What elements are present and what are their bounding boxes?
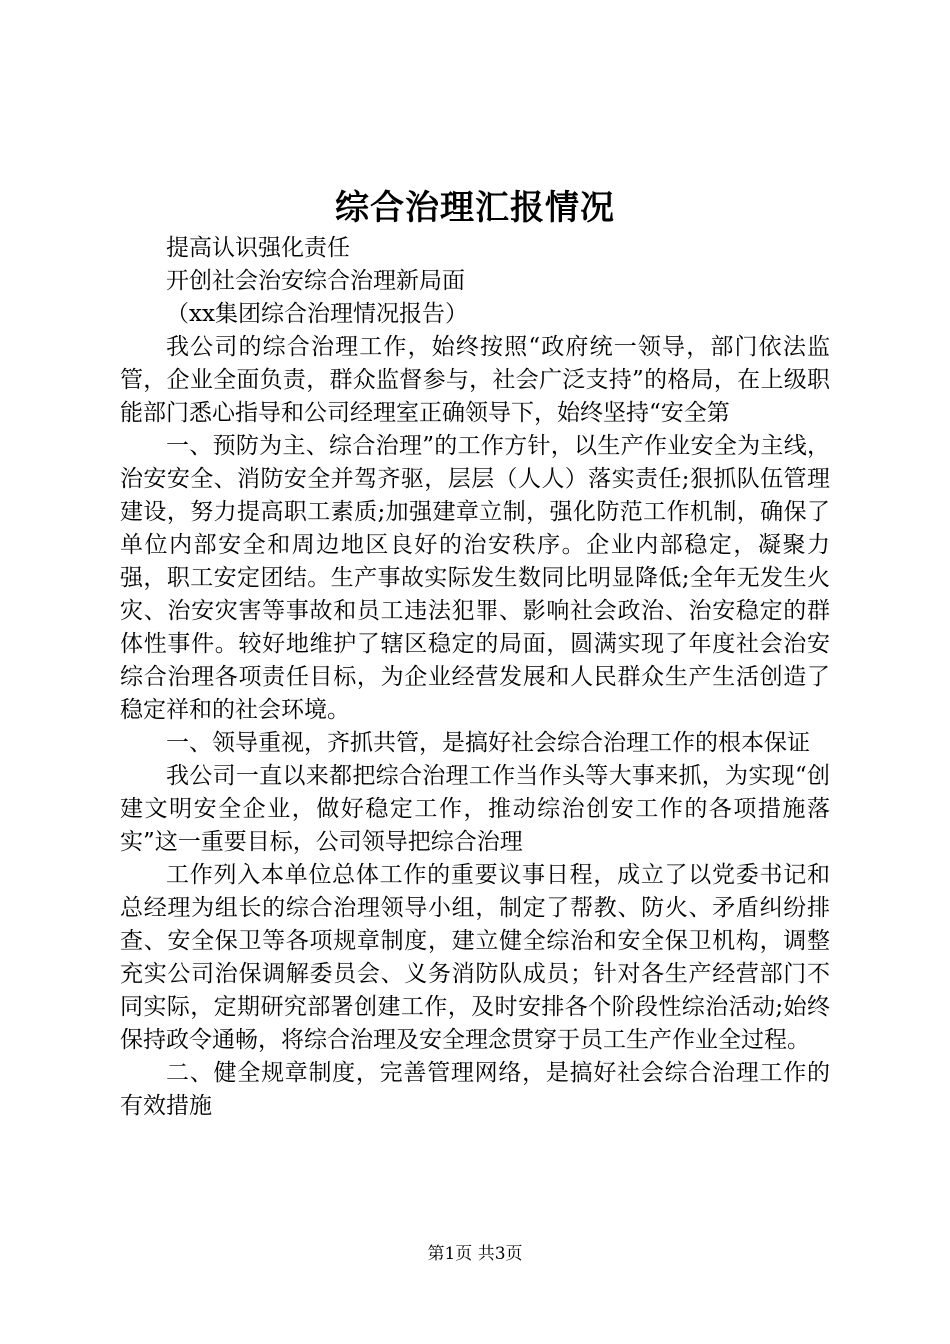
paragraph: 我公司一直以来都把综合治理工作当作头等大事来抓，为实现“创建文明安全企业，做好稳定工作，推动综治创安工作的各项措施落实”这一重要目标，公司领导把综合治理 [120,763,830,855]
page-number-footer: 第1页 共3页 [427,1244,523,1264]
section-heading: 一、领导重视，齐抓共管，是搞好社会综合治理工作的根本保证 [166,730,810,756]
paragraph: 提高认识强化责任 [166,235,350,261]
document-body [120,232,830,1123]
paragraph: 一、预防为主、综合治理”的工作方针，以生产作业安全为主线，治安安全、消防安全并驾齐驱，层层（人人）落实责任;狠抓队伍管理建设，努力提高职工素质;加强建章立制，强化防范工作机制，确保了单位内部安全和周边地区良好的治安秩序。企业内部稳定，凝聚力强，职工安定团结。生产事故实际发生数同比明显降低;全年无发生火灾、治安灾害等事故和员工违法犯罪、影响社会政治、治安稳定的群体性事件。较好地维护了辖区稳定的局面，圆满实现了年度社会治安综合治理各项责任目标，为企业经营发展和人民群众生产生活创造了稳定祥和的社会环境。 [120,433,830,723]
section-heading: 二、健全规章制度，完善管理网络，是搞好社会综合治理工作的有效措施 [120,1060,830,1119]
document-title: 综合治理汇报情况 [335,188,615,228]
paragraph: 开创社会治安综合治理新局面 [166,268,465,294]
paragraph: （xx集团综合治理情况报告） [166,301,468,327]
paragraph: 我公司的综合治理工作，始终按照“政府统一领导，部门依法监管，企业全面负责，群众监督参与，社会广泛支持”的格局，在上级职能部门悉心指导和公司经理室正确领导下，始终坚持“安全第 [120,334,830,426]
paragraph: 工作列入本单位总体工作的重要议事日程，成立了以党委书记和总经理为组长的综合治理领导小组，制定了帮教、防火、矛盾纠纷排查、安全保卫等各项规章制度，建立健全综治和安全保卫机构，调整充实公司治保调解委员会、义务消防队成员；针对各生产经营部门不同实际，定期研究部署创建工作，及时安排各个阶段性综治活动;始终保持政令通畅，将综合治理及安全理念贯穿于员工生产作业全过程。 [120,862,830,1053]
